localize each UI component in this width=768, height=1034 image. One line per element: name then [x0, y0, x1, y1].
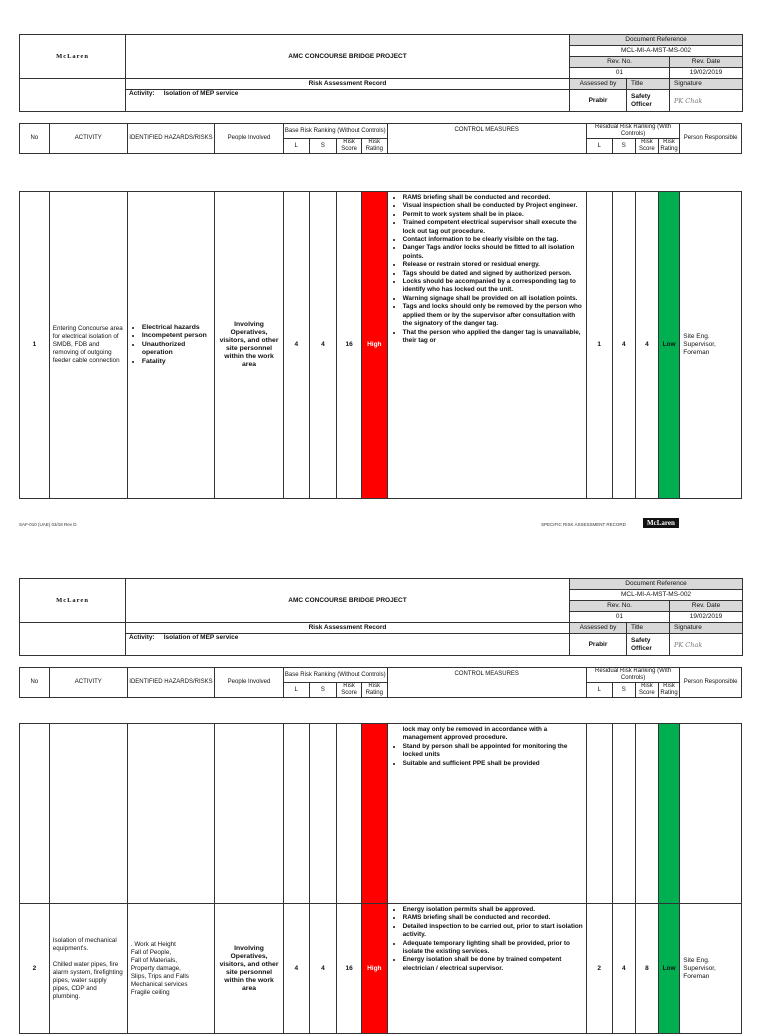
col-rrisk-score: Risk Score	[636, 683, 659, 698]
col-rs: S	[612, 683, 636, 698]
row-rscore: 4	[636, 192, 659, 499]
col-control: CONTROL MEASURES	[387, 668, 586, 698]
col-residual-risk: Residual Risk Ranking (With Controls)	[586, 124, 679, 139]
row-activity: Entering Concourse area for electrical isolation of SMDB, FDB and removing of outgoing feeder cable connection	[49, 192, 127, 499]
row-hazards: . Work at Height Fall of People, Fall of Materials, Property damage, Slips, Trips and Falls Mechanical services Fragile ceiling	[127, 904, 214, 1034]
row-hazards	[127, 192, 214, 499]
control-item: • Detailed inspection to be carried out, prior to start isolation activity.	[403, 923, 584, 940]
table-row-continuation	[20, 724, 742, 904]
rev-date: 19/02/2019	[670, 612, 743, 623]
control-item: • Danger Tags and/or locks should be fitted to all isolation points.	[403, 244, 584, 261]
assessed-by: Prabir	[570, 90, 627, 112]
footer-right: SPECIFIC RISK ASSESSMENT RECORD	[541, 522, 626, 527]
col-person: Person Responsible	[680, 124, 742, 154]
column-header-table	[19, 123, 742, 154]
row-rscore: 8	[636, 904, 659, 1034]
col-control: CONTROL MEASURES	[387, 124, 586, 154]
control-item: • Energy isolation shall be done by trained competent electrician / electrical supervisor.	[403, 956, 584, 973]
col-hazards: IDENTIFIED HAZARDS/RISKS	[127, 668, 214, 698]
col-activity: ACTIVITY	[49, 124, 127, 154]
rev-date-label: Rev. Date	[670, 601, 743, 612]
record-title: Risk Assessment Record	[126, 79, 570, 90]
cont-rating-high	[361, 724, 387, 904]
assessor-title: Safety Officer	[627, 90, 670, 112]
col-l: L	[283, 683, 309, 698]
col-person: Person Responsible	[680, 668, 742, 698]
control-item: • That the person who applied the danger tag is unavailable, their tag or	[403, 329, 584, 346]
control-item: • Trained competent electrical supervisor shall execute the lock out tag out procedure.	[403, 219, 584, 236]
project-title: AMC CONCOURSE BRIDGE PROJECT	[126, 579, 570, 623]
control-item: • Release or restrain stored or residual energy.	[403, 261, 584, 269]
signature: PK Chak	[670, 634, 743, 656]
control-item: • Visual inspection shall be conducted by Project engineer.	[403, 202, 584, 210]
title-label: Title	[627, 623, 670, 634]
col-activity: ACTIVITY	[49, 668, 127, 698]
control-item: • Suitable and sufficient PPE shall be provided	[403, 760, 584, 768]
control-item: • Tags should be dated and signed by authorized person.	[403, 270, 584, 278]
doc-ref-label: Document Reference	[570, 579, 743, 590]
activity-field: Activity: Isolation of MEP service	[126, 90, 570, 112]
risk-table-page-2	[19, 723, 742, 1034]
assessed-by: Prabir	[570, 634, 627, 656]
row-no: 2	[20, 904, 50, 1034]
header-table	[19, 34, 743, 112]
control-item: • RAMS briefing shall be conducted and recorded.	[403, 914, 584, 922]
control-item: • Stand by person shall be appointed for monitoring the locked units	[403, 743, 584, 760]
column-header-table-2	[19, 667, 742, 698]
rev-no: 01	[570, 612, 670, 623]
row-rating-high: High	[361, 904, 387, 1034]
col-base-risk: Base Risk Ranking (Without Controls)	[283, 124, 387, 139]
hazard-item: • Fatality	[142, 358, 212, 366]
table-row	[20, 192, 742, 499]
hazard-item: • Incompetent person	[142, 332, 212, 340]
control-item: • Permit to work system shall be in place.	[403, 211, 584, 219]
rev-no-label: Rev. No.	[570, 601, 670, 612]
col-rl: L	[586, 139, 612, 154]
col-no: No	[20, 124, 50, 154]
col-rrisk-rating: Risk Rating	[658, 683, 680, 698]
control-item: • Contact information to be clearly visible on the tag.	[403, 236, 584, 244]
row-rl: 1	[586, 192, 612, 499]
control-item: • Locks should be accompanied by a corresponding tag to identify who has locked out the unit.	[403, 278, 584, 295]
row-rs: 4	[612, 904, 636, 1034]
table-row	[20, 904, 742, 1034]
hazard-item: • Electrical hazards	[142, 324, 212, 332]
signature-label: Signature	[670, 79, 743, 90]
signature: PK Chak	[670, 90, 743, 112]
col-base-risk: Base Risk Ranking (Without Controls)	[283, 668, 387, 683]
row-rs: 4	[612, 192, 636, 499]
control-item: • RAMS briefing shall be conducted and recorded.	[403, 194, 584, 202]
col-s: S	[309, 139, 337, 154]
cont-controls	[387, 724, 586, 904]
control-item: • Adequate temporary lighting shall be provided, prior to isolate the existing services.	[403, 940, 584, 957]
mclaren-logo: McLaren	[20, 579, 126, 623]
col-rs: S	[612, 139, 636, 154]
col-rrisk-rating: Risk Rating	[658, 139, 680, 154]
cont-text: lock may only be removed in accordance with a management approved procedure.	[402, 726, 548, 742]
row-s: 4	[309, 192, 337, 499]
doc-ref-label: Document Reference	[570, 35, 743, 46]
title-label: Title	[627, 79, 670, 90]
rev-no-label: Rev. No.	[570, 57, 670, 68]
col-rrisk-score: Risk Score	[636, 139, 659, 154]
col-no: No	[20, 668, 50, 698]
hazard-item: • Unauthorized operation	[142, 341, 212, 358]
row-people: Involving Operatives, visitors, and other site personnel within the work area	[215, 904, 284, 1034]
rev-date: 19/02/2019	[670, 68, 743, 79]
row-rating-high: High	[361, 192, 387, 499]
row-l: 4	[283, 904, 309, 1034]
col-hazards: IDENTIFIED HAZARDS/RISKS	[127, 124, 214, 154]
row-activity: Isolation of mechanical equipment's. Chilled water pipes, fire alarm system, firefighting pipes, water supply pipes, CDP and plumbing.	[49, 904, 127, 1034]
row-rrating-low: Low	[658, 192, 680, 499]
activity-field: Activity: Isolation of MEP service	[126, 634, 570, 656]
assessor-title: Safety Officer	[627, 634, 670, 656]
footer-logo: McLaren	[643, 518, 679, 528]
row-score: 16	[337, 904, 362, 1034]
col-risk-score: Risk Score	[337, 683, 362, 698]
assessed-by-label: Assessed by	[570, 79, 627, 90]
header-table-2	[19, 578, 743, 656]
footer-left: SAF-010 (UAE) 03/18 Rev D	[19, 522, 77, 527]
row-controls	[387, 904, 586, 1034]
cont-rrating-low	[658, 724, 680, 904]
control-item: • Energy isolation permits shall be approved.	[403, 906, 584, 914]
record-title: Risk Assessment Record	[126, 623, 570, 634]
row-score: 16	[337, 192, 362, 499]
row-no: 1	[20, 192, 50, 499]
col-risk-rating: Risk Rating	[361, 683, 387, 698]
col-people: People Involved	[215, 668, 284, 698]
col-residual-risk: Residual Risk Ranking (With Controls)	[586, 668, 679, 683]
row-l: 4	[283, 192, 309, 499]
col-l: L	[283, 139, 309, 154]
control-item: • Warning signage shall be provided on all isolation points.	[403, 295, 584, 303]
row-controls	[387, 192, 586, 499]
signature-label: Signature	[670, 623, 743, 634]
doc-ref: MCL-MI-A-MST-MS-002	[570, 46, 743, 57]
row-person: Site Eng. Supervisor, Foreman	[680, 904, 742, 1034]
assessed-by-label: Assessed by	[570, 623, 627, 634]
doc-ref: MCL-MI-A-MST-MS-002	[570, 590, 743, 601]
row-rl: 2	[586, 904, 612, 1034]
col-risk-score: Risk Score	[337, 139, 362, 154]
row-person: Site Eng. Supervisor, Foreman	[680, 192, 742, 499]
row-people: Involving Operatives, visitors, and other site personnel within the work area	[215, 192, 284, 499]
col-people: People Involved	[215, 124, 284, 154]
col-rl: L	[586, 683, 612, 698]
col-risk-rating: Risk Rating	[361, 139, 387, 154]
rev-date-label: Rev. Date	[670, 57, 743, 68]
project-title: AMC CONCOURSE BRIDGE PROJECT	[126, 35, 570, 79]
rev-no: 01	[570, 68, 670, 79]
mclaren-logo: McLaren	[20, 35, 126, 79]
col-s: S	[309, 683, 337, 698]
row-s: 4	[309, 904, 337, 1034]
risk-table-page-1	[19, 191, 742, 499]
control-item: • Tags and locks should only be removed by the person who applied them or by the supervisor after consultation with the signatory of the danger tag.	[403, 303, 584, 328]
row-rrating-low: Low	[658, 904, 680, 1034]
